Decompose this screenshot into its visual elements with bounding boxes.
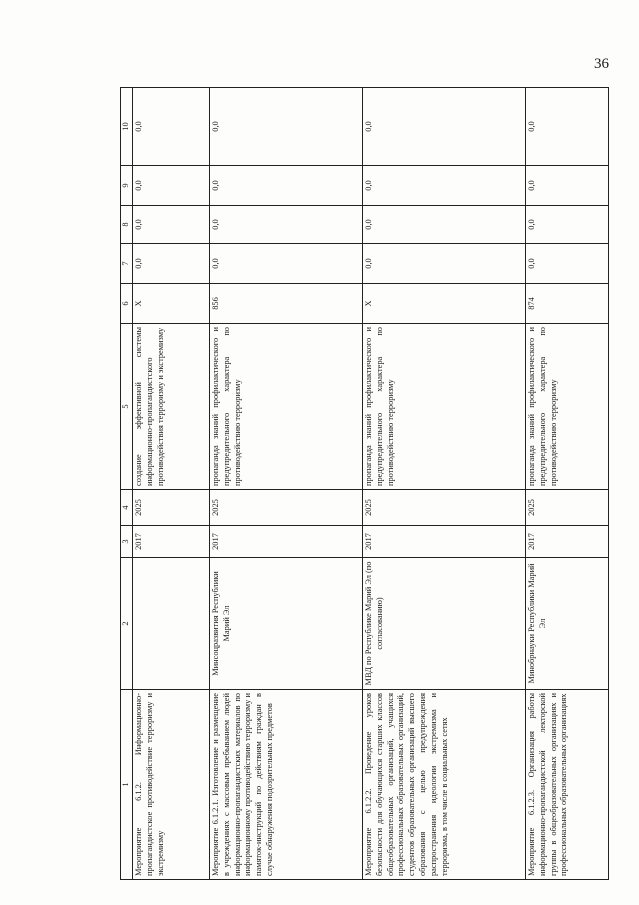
value-cell: 0,0 bbox=[210, 88, 363, 166]
value-cell: 0,0 bbox=[133, 166, 210, 206]
rotated-table-container bbox=[120, 88, 610, 880]
result-cell: пропаганда знаний профилактического и предупредительного характера по противодействию терроризму bbox=[363, 324, 526, 490]
executor-cell: МВД по Республике Марий Эл (по согласованию) bbox=[363, 558, 526, 690]
start-year-cell: 2017 bbox=[210, 526, 363, 558]
value-cell: 0,0 bbox=[363, 244, 526, 284]
code-cell: X bbox=[363, 284, 526, 324]
value-cell: 0,0 bbox=[363, 88, 526, 166]
table-row bbox=[526, 88, 609, 880]
value-cell: 0,0 bbox=[133, 244, 210, 284]
table-row bbox=[210, 88, 363, 880]
column-header: 7 bbox=[121, 244, 133, 284]
column-header: 4 bbox=[121, 490, 133, 526]
result-cell: пропаганда знаний профилактического и предупредительного характера по противодействию терроризму bbox=[526, 324, 609, 490]
measures-table bbox=[120, 87, 609, 880]
end-year-cell: 2025 bbox=[210, 490, 363, 526]
result-cell: создание эффективной системы информационно-пропагандистского противодействия терроризму и экстремизму bbox=[133, 324, 210, 490]
value-cell: 0,0 bbox=[526, 244, 609, 284]
table-row bbox=[363, 88, 526, 880]
page-number: 36 bbox=[594, 56, 609, 72]
value-cell: 0,0 bbox=[210, 166, 363, 206]
measure-name-cell: Мероприятие 6.1.2.2. Проведение уроков безопасности для обучающихся старших классов общеобразовательных организаций, учащихся профессиональных образовательных организаций, студентов образовательных организаций высшего образования с целью предупреждения распространения идеологии экстремизма и терроризма, в том числе в социальных сетях bbox=[363, 690, 526, 880]
result-cell: пропаганда знаний профилактического и предупредительного характера по противодействию терроризму bbox=[210, 324, 363, 490]
end-year-cell: 2025 bbox=[133, 490, 210, 526]
column-header: 6 bbox=[121, 284, 133, 324]
column-header: 2 bbox=[121, 558, 133, 690]
table-header-row bbox=[121, 88, 133, 880]
end-year-cell: 2025 bbox=[526, 490, 609, 526]
column-header: 8 bbox=[121, 206, 133, 244]
value-cell: 0,0 bbox=[210, 244, 363, 284]
value-cell: 0,0 bbox=[526, 88, 609, 166]
start-year-cell: 2017 bbox=[363, 526, 526, 558]
table-row bbox=[133, 88, 210, 880]
column-header: 5 bbox=[121, 324, 133, 490]
executor-cell: Минсоцразвития Республики Марий Эл bbox=[210, 558, 363, 690]
measure-name-cell: Мероприятие 6.1.2.1. Изготовление и размещение в учреждениях с массовым пребыванием людей информационно-пропагандистских материалов по информационному противодействию терроризму и памяток-инструкций по действиям граждан в случае обнаружения подозрительных предметов bbox=[210, 690, 363, 880]
end-year-cell: 2025 bbox=[363, 490, 526, 526]
measure-name-cell: Мероприятие 6.1.2. Информационно-пропагандистское противодействие терроризму и экстремизму bbox=[133, 690, 210, 880]
value-cell: 0,0 bbox=[363, 206, 526, 244]
code-cell: 874 bbox=[526, 284, 609, 324]
code-cell: X bbox=[133, 284, 210, 324]
start-year-cell: 2017 bbox=[526, 526, 609, 558]
value-cell: 0,0 bbox=[133, 206, 210, 244]
value-cell: 0,0 bbox=[363, 166, 526, 206]
column-header: 10 bbox=[121, 88, 133, 166]
column-header: 1 bbox=[121, 690, 133, 880]
column-header: 3 bbox=[121, 526, 133, 558]
value-cell: 0,0 bbox=[133, 88, 210, 166]
value-cell: 0,0 bbox=[210, 206, 363, 244]
value-cell: 0,0 bbox=[526, 206, 609, 244]
value-cell: 0,0 bbox=[526, 166, 609, 206]
start-year-cell: 2017 bbox=[133, 526, 210, 558]
measure-name-cell: Мероприятие 6.1.2.3. Организация работы информационно-пропагандистской лекторской группы в общеобразовательных организациях и профессиональных образовательных организациях bbox=[526, 690, 609, 880]
code-cell: 856 bbox=[210, 284, 363, 324]
executor-cell: Минобрнауки Республики Марий Эл bbox=[526, 558, 609, 690]
executor-cell bbox=[133, 558, 210, 690]
column-header: 9 bbox=[121, 166, 133, 206]
